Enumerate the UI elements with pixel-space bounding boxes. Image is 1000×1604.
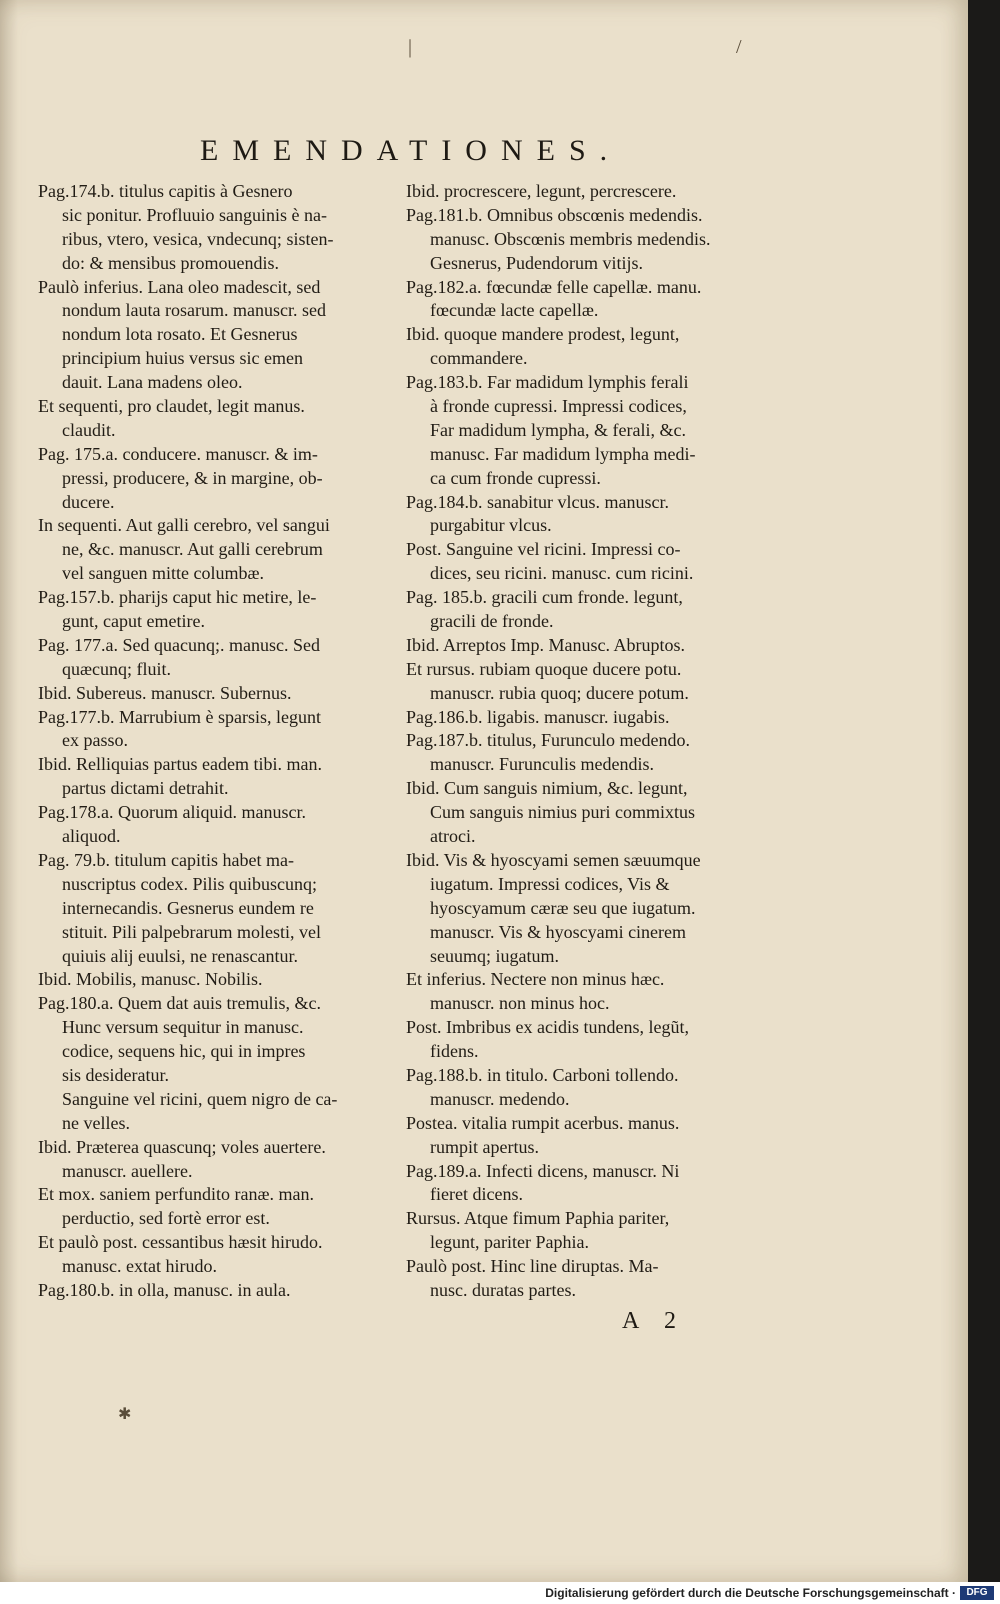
bottom-ornament: ✱ xyxy=(118,1406,132,1423)
text-line: vel sanguen mitte columbæ. xyxy=(62,563,264,584)
text-line: partus dictami detrahit. xyxy=(62,778,229,799)
text-line: iugatum. Impressi codices, Vis & xyxy=(430,873,670,894)
text-line: Pag.178.a. Quorum aliquid. manuscr. xyxy=(38,802,306,823)
text-line: Cum sanguis nimius puri commixtus xyxy=(430,802,696,823)
text-line: fieret dicens. xyxy=(430,1184,523,1205)
text-line: Far madidum lympha, & ferali, &c. xyxy=(430,419,686,440)
text-line: Paulò post. Hinc line diruptas. Ma- xyxy=(406,1256,659,1277)
left-column xyxy=(38,180,390,1303)
text-line: aliquod. xyxy=(62,826,121,847)
text-line: Pag.187.b. titulus, Furunculo medendo. xyxy=(406,730,690,751)
signature-mark: A 2 xyxy=(622,1308,687,1334)
text-line: nondum lota rosato. Et Gesnerus xyxy=(62,324,298,345)
text-line: Pag.183.b. Far madidum lymphis ferali xyxy=(406,372,689,393)
text-line: ducere. xyxy=(62,491,115,512)
text-line: Et sequenti, pro claudet, legit manus. xyxy=(38,396,305,417)
text-line: Ibid. Præterea quascunq; voles auertere. xyxy=(38,1136,326,1157)
text-line: manuscr. non minus hoc. xyxy=(430,993,610,1014)
text-line: fœcundæ lacte capellæ. xyxy=(430,300,599,321)
text-line: Ibid. procrescere, legunt, percrescere. xyxy=(406,181,677,201)
text-line: Ibid. Vis & hyoscyami semen sæuumque xyxy=(406,849,701,870)
page-heading: EMENDATIONES. xyxy=(200,134,622,167)
text-line: Sanguine vel ricini, quem nigro de ca- xyxy=(62,1088,338,1109)
text-line: perductio, sed fortè error est. xyxy=(62,1208,270,1229)
text-line: manusc. Far madidum lympha medi- xyxy=(430,443,696,464)
text-line: codice, sequens hic, qui in impres xyxy=(62,1041,306,1062)
text-line: do: & mensibus promouendis. xyxy=(62,252,279,273)
text-line: gunt, caput emetire. xyxy=(62,611,205,632)
text-line: purgabitur vlcus. xyxy=(430,515,552,536)
text-line: Ibid. Mobilis, manusc. Nobilis. xyxy=(38,969,263,990)
text-line: gracili de fronde. xyxy=(430,611,554,632)
text-line: manuscr. auellere. xyxy=(62,1160,193,1181)
text-line: Pag. 177.a. Sed quacunq;. manusc. Sed xyxy=(38,634,320,655)
text-line: Pag.180.a. Quem dat auis tremulis, &c. xyxy=(38,993,321,1014)
text-line: Pag.180.b. in olla, manusc. in aula. xyxy=(38,1279,291,1300)
text-line: Pag.181.b. Omnibus obscœnis medendis. xyxy=(406,204,703,225)
text-line: Et paulò post. cessantibus hæsit hirudo. xyxy=(38,1232,323,1253)
top-mark-center: | xyxy=(408,36,413,58)
text-line: Pag.184.b. sanabitur vlcus. manuscr. xyxy=(406,491,669,512)
text-line: dices, seu ricini. manusc. cum ricini. xyxy=(430,563,694,584)
text-line: claudit. xyxy=(62,419,116,440)
text-line: Paulò inferius. Lana oleo madescit, sed xyxy=(38,276,321,297)
text-line: hyoscyamum cæræ seu que iugatum. xyxy=(430,897,696,918)
text-line: Hunc versum sequitur in manusc. xyxy=(62,1017,304,1038)
text-line: stituit. Pili palpebrarum molesti, vel xyxy=(62,921,321,942)
text-line: Ibid. Cum sanguis nimium, &c. legunt, xyxy=(406,778,688,799)
text-line: Postea. vitalia rumpit acerbus. manus. xyxy=(406,1112,680,1133)
text-line: Pag.182.a. fœcundæ felle capellæ. manu. xyxy=(406,276,702,297)
text-line: Et mox. saniem perfundito ranæ. man. xyxy=(38,1184,314,1205)
text-line: manuscr. Vis & hyoscyami cinerem xyxy=(430,921,687,942)
text-line: manuscr. Furunculis medendis. xyxy=(430,754,654,775)
text-line: Pag.177.b. Marrubium è sparsis, legunt xyxy=(38,706,321,727)
text-line: principium huius versus sic emen xyxy=(62,348,303,369)
text-line: Gesnerus, Pudendorum vitijs. xyxy=(430,252,643,273)
dfg-logo-icon: DFG xyxy=(960,1586,994,1600)
text-line: ex passo. xyxy=(62,730,128,751)
text-line: Ibid. Arreptos Imp. Manusc. Abruptos. xyxy=(406,634,685,655)
text-line: In sequenti. Aut galli cerebro, vel sangui xyxy=(38,515,330,536)
text-line: internecandis. Gesnerus eundem re xyxy=(62,897,314,918)
right-column xyxy=(406,180,758,1303)
text-line: Ibid. Subereus. manuscr. Subernus. xyxy=(38,682,292,703)
text-line: rumpit apertus. xyxy=(430,1136,539,1157)
footer-bar xyxy=(0,1582,1000,1604)
top-mark-right: / xyxy=(736,36,742,58)
text-line: Pag. 175.a. conducere. manuscr. & im- xyxy=(38,443,318,464)
text-line: Pag. 185.b. gracili cum fronde. legunt, xyxy=(406,587,683,608)
text-line: ne velles. xyxy=(62,1112,130,1133)
text-line: Et inferius. Nectere non minus hæc. xyxy=(406,969,665,990)
text-line: nuscriptus codex. Pilis quibuscunq; xyxy=(62,873,317,894)
text-line: sic ponitur. Profluuio sanguinis è na- xyxy=(62,204,327,225)
text-line: pressi, producere, & in margine, ob- xyxy=(62,467,323,488)
text-line: Pag.174.b. titulus capitis à Gesnero xyxy=(38,181,293,201)
text-line: nusc. duratas partes. xyxy=(430,1279,576,1300)
text-line: commandere. xyxy=(430,348,528,369)
text-line: ca cum fronde cupressi. xyxy=(430,467,601,488)
text-line: manuscr. rubia quoq; ducere potum. xyxy=(430,682,689,703)
text-line: Pag.186.b. ligabis. manuscr. iugabis. xyxy=(406,706,670,727)
text-line: quæcunq; fluit. xyxy=(62,658,171,679)
text-line: Ibid. Relliquias partus eadem tibi. man. xyxy=(38,754,322,775)
text-line: Et rursus. rubiam quoque ducere potu. xyxy=(406,658,682,679)
text-line: Pag.188.b. in titulo. Carboni tollendo. xyxy=(406,1064,679,1085)
text-line: Pag.157.b. pharijs caput hic metire, le- xyxy=(38,587,317,608)
text-line: sis desideratur. xyxy=(62,1064,169,1085)
text-line: ribus, vtero, vesica, vndecunq; sisten- xyxy=(62,228,334,249)
text-line: ne, &c. manuscr. Aut galli cerebrum xyxy=(62,539,323,560)
text-line: manuscr. medendo. xyxy=(430,1088,570,1109)
text-line: fidens. xyxy=(430,1041,479,1062)
text-line: Rursus. Atque fimum Paphia pariter, xyxy=(406,1208,670,1229)
text-line: manusc. Obscœnis membris medendis. xyxy=(430,228,711,249)
text-line: quiuis alij euulsi, ne renascantur. xyxy=(62,945,298,966)
text-line: Pag. 79.b. titulum capitis habet ma- xyxy=(38,849,294,870)
text-line: Pag.189.a. Infecti dicens, manuscr. Ni xyxy=(406,1160,680,1181)
text-line: manusc. extat hirudo. xyxy=(62,1256,217,1277)
text-line: legunt, pariter Paphia. xyxy=(430,1232,589,1253)
text-line: nondum lauta rosarum. manuscr. sed xyxy=(62,300,326,321)
footer-credit: Digitalisierung gefördert durch die Deutsche Forschungsgemeinschaft · xyxy=(545,1586,956,1600)
text-line: Post. Imbribus ex acidis tundens, legũt, xyxy=(406,1017,689,1038)
text-line: seuumq; iugatum. xyxy=(430,945,559,966)
text-line: dauit. Lana madens oleo. xyxy=(62,372,243,393)
text-line: atroci. xyxy=(430,826,476,847)
text-line: Post. Sanguine vel ricini. Impressi co- xyxy=(406,539,681,560)
text-line: Ibid. quoque mandere prodest, legunt, xyxy=(406,324,680,345)
text-line: à fronde cupressi. Impressi codices, xyxy=(430,396,687,417)
